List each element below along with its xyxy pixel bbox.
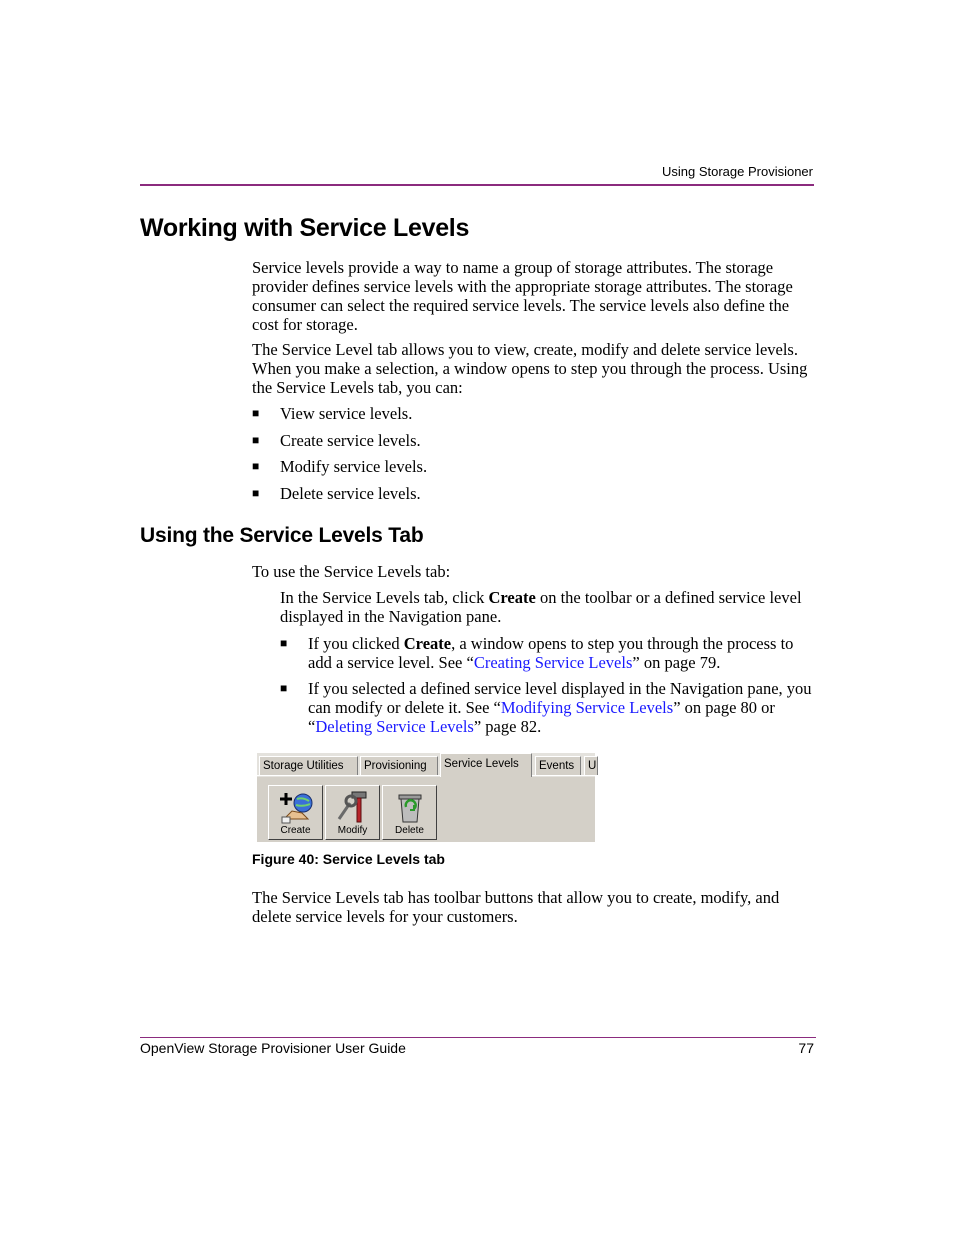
step-paragraph bbox=[280, 588, 814, 626]
sub-bullet-text: If you selected a defined service level displayed in the Navigation pane, you can modify or delete it. See “ bbox=[308, 679, 812, 717]
step-text: In the Service Levels tab, click bbox=[280, 588, 489, 607]
modify-button[interactable] bbox=[325, 785, 380, 840]
closing-paragraph: The Service Levels tab has toolbar buttons that allow you to create, modify, and delete service levels for your customers. bbox=[252, 888, 780, 926]
step-bold-create: Create bbox=[488, 588, 536, 607]
bullet-square-icon: ■ bbox=[252, 459, 260, 473]
bullet-text: Create service levels. bbox=[280, 431, 421, 450]
sub-bullet-bold-create: Create bbox=[403, 634, 452, 653]
figure-caption: Figure 40: Service Levels tab bbox=[252, 851, 445, 867]
modify-icon bbox=[335, 789, 371, 825]
sub-bullet-text: ” on page 79. bbox=[632, 653, 721, 672]
link-creating-service-levels[interactable]: Creating Service Levels bbox=[473, 653, 633, 672]
delete-button-label: Delete bbox=[395, 825, 424, 836]
toolbar bbox=[257, 777, 595, 842]
sub-bullet-text: If you clicked bbox=[308, 634, 404, 653]
tab-bar bbox=[257, 753, 595, 777]
intro-paragraph-1: Service levels provide a way to name a group of storage attributes. The storage provider defines service levels with the appropriate storage attributes. The storage consumer can select the required service levels. The service levels also define the cost for storage. bbox=[252, 258, 793, 334]
bullet-text: Modify service levels. bbox=[280, 457, 428, 476]
delete-icon bbox=[392, 789, 428, 825]
tab-truncated[interactable]: U bbox=[584, 756, 598, 775]
sub-bullet-item bbox=[280, 679, 814, 736]
step-text: on the toolbar or a defined service level displayed in the Navigation pane. bbox=[280, 588, 802, 626]
link-modifying-service-levels[interactable]: Modifying Service Levels bbox=[500, 698, 674, 717]
create-button[interactable] bbox=[268, 785, 323, 840]
bullet-text: Delete service levels. bbox=[280, 484, 421, 503]
bullet-square-icon: ■ bbox=[280, 636, 288, 650]
create-button-label: Create bbox=[280, 825, 311, 836]
sub-bullet-item bbox=[280, 634, 814, 672]
tab-storage-utilities[interactable]: Storage Utilities bbox=[259, 756, 358, 775]
footer-guide-title: OpenView Storage Provisioner User Guide bbox=[140, 1040, 406, 1056]
link-deleting-service-levels[interactable]: Deleting Service Levels bbox=[315, 717, 474, 736]
page-number: 77 bbox=[798, 1040, 814, 1056]
sub-bullet-text: ” on page 80 or “ bbox=[308, 698, 775, 736]
section-title: Working with Service Levels bbox=[140, 214, 470, 242]
sub-bullet-text: , a window opens to step you through the process to add a service level. See “ bbox=[308, 634, 794, 672]
subsection-title: Using the Service Levels Tab bbox=[140, 524, 424, 547]
modify-button-label: Modify bbox=[337, 825, 368, 836]
create-icon bbox=[278, 789, 314, 825]
service-levels-tab-screenshot bbox=[257, 753, 595, 842]
subsection-intro: To use the Service Levels tab: bbox=[252, 562, 451, 581]
bullet-square-icon: ■ bbox=[280, 681, 288, 695]
tab-service-levels[interactable]: Service Levels bbox=[440, 753, 532, 777]
bullet-square-icon: ■ bbox=[252, 433, 260, 447]
delete-button[interactable] bbox=[382, 785, 437, 840]
intro-paragraph-2: The Service Level tab allows you to view, create, modify and delete service levels. When you make a selection, a window opens to step you through the process. Using the Service Levels tab, you can: bbox=[252, 340, 808, 397]
running-header: Using Storage Provisioner bbox=[661, 164, 813, 179]
sub-bullet-text: ” page 82. bbox=[473, 717, 542, 736]
footer-rule bbox=[140, 1037, 816, 1038]
tab-events[interactable]: Events bbox=[535, 756, 581, 775]
bullet-square-icon: ■ bbox=[252, 486, 260, 500]
header-rule bbox=[140, 184, 814, 186]
bullet-text: View service levels. bbox=[280, 404, 413, 423]
tab-provisioning[interactable]: Provisioning bbox=[360, 756, 438, 775]
bullet-square-icon: ■ bbox=[252, 406, 260, 420]
